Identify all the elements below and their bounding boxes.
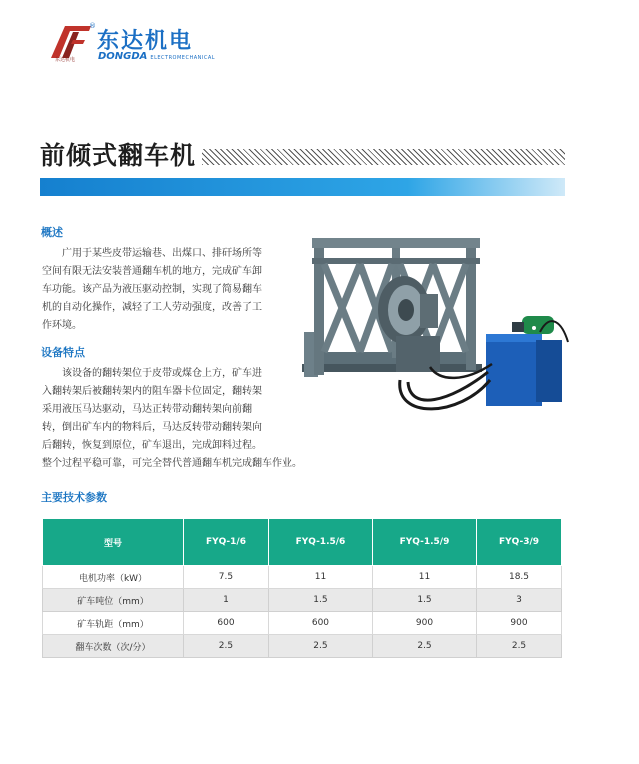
table-cell: 7.5 xyxy=(184,566,269,589)
table-cell: 600 xyxy=(184,612,269,635)
table-row xyxy=(43,566,562,589)
features-heading: 设备特点 xyxy=(41,346,85,359)
page-title-block xyxy=(40,140,565,172)
registered-mark: ® xyxy=(89,22,96,30)
logo-mark-icon xyxy=(45,22,93,62)
product-photo xyxy=(300,232,582,422)
overview-line: 空间有限无法安装普通翻车机的地方，完成矿车卸 xyxy=(42,266,262,277)
table-cell: 2.5 xyxy=(372,635,476,658)
row-label: 电机功率（kW） xyxy=(43,566,184,589)
specs-header-cell: FYQ-1/6 xyxy=(184,519,269,566)
features-line: 转，倒出矿车内的物料后，马达反转带动翻转架向 xyxy=(42,422,262,433)
table-cell: 18.5 xyxy=(477,566,562,589)
table-cell: 3 xyxy=(477,589,562,612)
row-label: 矿车吨位（mm） xyxy=(43,589,184,612)
features-line: 整个过程平稳可靠，可完全替代普通翻车机完成翻车作业。 xyxy=(42,458,302,469)
specs-header-model: 型号 xyxy=(43,519,184,566)
title-hatch-decoration xyxy=(202,149,565,165)
table-cell: 900 xyxy=(477,612,562,635)
table-cell: 11 xyxy=(372,566,476,589)
table-row xyxy=(43,589,562,612)
company-name-en-sub: ELECTROMECHANICAL xyxy=(150,55,216,61)
table-cell: 1 xyxy=(184,589,269,612)
title-banner-bar xyxy=(40,178,565,196)
row-label: 翻车次数（次/分） xyxy=(43,635,184,658)
overview-line: 广用于某些皮带运输巷、出煤口、排矸场所等 xyxy=(62,248,262,259)
specs-table xyxy=(42,518,562,658)
company-name-en-main: DONGDA xyxy=(98,51,148,62)
specs-heading: 主要技术参数 xyxy=(41,491,107,504)
specs-header-cell: FYQ-3/9 xyxy=(477,519,562,566)
table-row xyxy=(43,612,562,635)
overview-heading: 概述 xyxy=(41,226,63,239)
company-logo xyxy=(45,22,220,64)
table-cell: 2.5 xyxy=(477,635,562,658)
features-line: 该设备的翻转架位于皮带或煤仓上方，矿车进 xyxy=(62,368,262,379)
table-row xyxy=(43,635,562,658)
table-cell: 2.5 xyxy=(184,635,269,658)
features-line: 采用液压马达驱动，马达正转带动翻转架向前翻 xyxy=(42,404,252,415)
overview-line: 作环境。 xyxy=(42,320,82,331)
table-cell: 1.5 xyxy=(372,589,476,612)
overview-line: 机的自动化操作，减轻了工人劳动强度，改善了工 xyxy=(42,302,262,313)
table-cell: 11 xyxy=(268,566,372,589)
page-title: 前倾式翻车机 xyxy=(40,141,197,170)
overview-line: 车功能。该产品为液压驱动控制，实现了简易翻车 xyxy=(42,284,262,295)
table-cell: 1.5 xyxy=(268,589,372,612)
table-cell: 2.5 xyxy=(268,635,372,658)
table-cell: 600 xyxy=(268,612,372,635)
features-line: 后翻转，恢复到原位，矿车退出，完成卸料过程。 xyxy=(42,440,262,451)
specs-header-cell: FYQ-1.5/9 xyxy=(372,519,476,566)
features-line: 入翻转架后被翻转架内的阻车器卡位固定，翻转架 xyxy=(42,386,262,397)
company-name-en xyxy=(98,51,215,62)
logo-mark-text: 东达机电 xyxy=(55,57,76,62)
company-name-cn: 东达机电 xyxy=(97,29,194,54)
table-cell: 900 xyxy=(372,612,476,635)
specs-header-row xyxy=(43,519,562,566)
row-label: 矿车轨距（mm） xyxy=(43,612,184,635)
specs-header-cell: FYQ-1.5/6 xyxy=(268,519,372,566)
